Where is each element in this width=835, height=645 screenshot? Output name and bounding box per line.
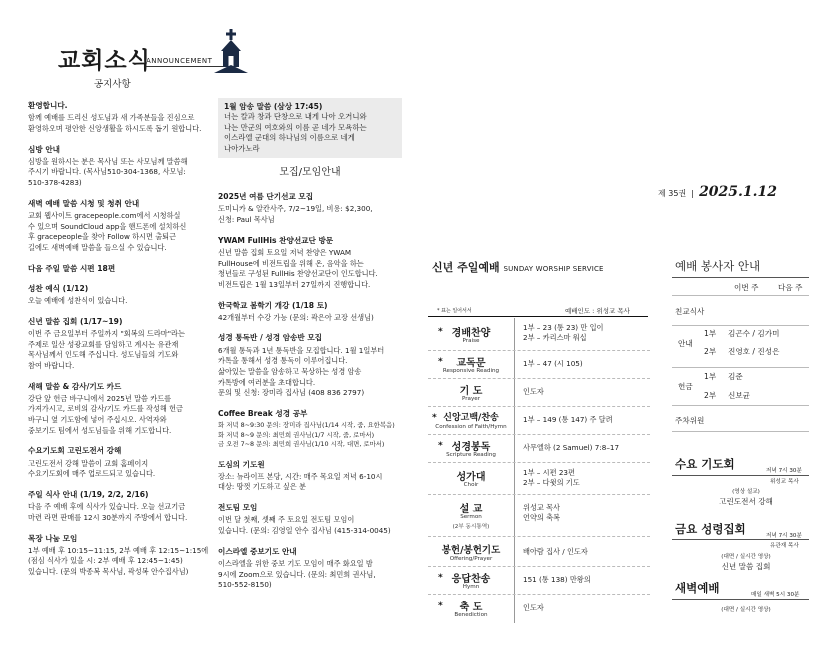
volunteer-sub: 1부 xyxy=(704,372,717,381)
bulletin-date: 2025.1.12 xyxy=(699,184,777,200)
friday-leader: 유관재 목사 xyxy=(770,543,799,549)
recruit-title: 전도팀 모임 xyxy=(218,503,258,513)
worship-item-name: 교독문 xyxy=(456,358,486,369)
announcement-item xyxy=(28,445,214,480)
recruit-body: 42개월부터 수강 가능 (문의: 곽은아 교장 선생님) xyxy=(218,312,374,322)
volume-number: 제 35권 xyxy=(658,189,687,198)
standing-mark: * xyxy=(438,327,443,337)
memory-verse-box xyxy=(218,98,402,158)
volunteer-sub: 1부 xyxy=(704,329,717,338)
announcement-item xyxy=(28,381,214,437)
worship-item-name: 설 교 xyxy=(459,504,483,515)
announcement-item xyxy=(28,489,214,524)
recruit-title: 도심의 기도원 xyxy=(218,459,265,469)
worship-item-value: 1부 – 47 (시 105) xyxy=(523,359,583,368)
announcement-title: 수요기도회 고린도전서 강해 xyxy=(28,446,122,456)
announcement-title: 심방 안내 xyxy=(28,144,60,154)
recruit-item xyxy=(218,235,402,291)
volunteer-role: 친교식사 xyxy=(675,307,705,316)
standing-note: * 표는 일어서서 xyxy=(437,308,472,314)
announcement-body: 강단 앞 헌금 바구니에서 2025년 말씀 카드를 가져가시고, 로비의 감사/기도 카드를 작성해 헌금 바구니 옆 기도함에 넣어 주십시오. 사역자와 중보기도 팀에서 성도님들을 위해 기도합니다. xyxy=(28,393,183,435)
announcement-body: 함께 예배를 드리신 성도님과 새 가족분들을 진심으로 환영하오며 평안한 신앙생활을 하시도록 돕기 원합니다. xyxy=(28,113,202,133)
edition-info xyxy=(658,184,777,200)
volunteer-table xyxy=(672,278,809,432)
recruit-body: 이번 달 첫째, 셋째 주 토요일 전도팀 모임이 있습니다. (문의: 김영일 안수 집사님 (415-314-0045) xyxy=(218,515,391,535)
announcement-title: 새해 말씀 & 감사/기도 카드 xyxy=(28,381,122,391)
announcement-body: 교회 웹사이트 gracepeople.com에서 시청하실 수 있으며 SoundCloud app을 핸드폰에 설치하신 후 gracepeople을 찾아 Follow 하시면 출퇴근 길에도 새벽예배 말씀을 들으실 수 있습니다. xyxy=(28,210,187,252)
volunteer-role: 헌금 xyxy=(678,382,693,391)
announcement-title: 환영합니다. xyxy=(28,101,68,110)
worship-item-english: Responsive Reading xyxy=(442,368,500,374)
col-this-week: 이번 주 xyxy=(734,283,759,292)
page-title-english: ANNOUNCEMENT xyxy=(146,57,213,65)
worship-item-name: 경배찬양 xyxy=(451,328,491,339)
worship-item-english: Praise xyxy=(462,338,480,344)
announcement-item xyxy=(28,198,214,254)
recruit-item xyxy=(218,191,402,226)
announcements-column xyxy=(28,100,214,587)
worship-item-value: 위성교 목사 언약의 축복 xyxy=(523,503,561,523)
volunteer-name: 신보균 xyxy=(728,391,751,400)
recruit-title: Coffee Break 성경 공부 xyxy=(218,408,308,418)
announcement-item xyxy=(28,316,214,372)
worship-order-table xyxy=(428,317,650,623)
friday-program: 신년 말씀 집회 xyxy=(721,562,771,571)
recruit-item xyxy=(218,408,402,450)
worship-item-note: (2부 동시통역) xyxy=(452,524,490,530)
volunteer-name: 진영호 / 진성은 xyxy=(728,347,780,356)
memory-verse-title: 1월 암송 말씀 (삼상 17:45) xyxy=(224,102,323,111)
announcement-item xyxy=(28,283,214,307)
recruit-title: 2025년 여름 단기선교 모집 xyxy=(218,192,314,202)
volunteer-name: 김준 xyxy=(728,372,743,381)
wednesday-title: 수요 기도회 xyxy=(675,457,735,471)
announcement-body: 고린도전서 강해 말씀이 교회 홈페이지 수요기도회에 매주 업로드되고 있습니다. xyxy=(28,458,156,479)
worship-item-english: Hymn xyxy=(462,584,480,590)
worship-item-value: 1부 – 시편 23편 2부 – 다윗의 기도 xyxy=(523,468,580,488)
memory-verse-text: 너는 칼과 창과 단창으로 내게 나아 오거니와 나는 만군의 여호와의 이름 곧 네가 모욕하는 이스라엘 군대의 하나님의 이름으로 네게 나아가노라 xyxy=(224,112,367,153)
worship-item-english: Scripture Reading xyxy=(446,452,496,458)
worship-item-name: 봉헌/봉헌기도 xyxy=(441,545,501,556)
volunteer-role: 주차위원 xyxy=(675,416,705,425)
worship-row xyxy=(428,317,650,351)
announcement-title: 성찬 예식 (1/12) xyxy=(28,283,89,293)
dawn-title: 새벽예배 xyxy=(675,581,720,595)
worship-row xyxy=(428,537,650,567)
announcement-body: 오늘 예배에 성찬식이 있습니다. xyxy=(28,296,128,306)
worship-item-value: 151 (통 138) 만왕의 xyxy=(523,575,591,584)
volunteer-sub: 2부 xyxy=(704,391,717,400)
wednesday-time: 저녁 7시 30분 xyxy=(766,468,802,474)
worship-item-name: 응답찬송 xyxy=(451,574,491,585)
recruit-body: 이스라엘을 위한 중보 기도 모임이 매주 화요일 밤 9시에 Zoom으로 있습니다. (문의: 최민희 권사님, 510-552-8150) xyxy=(218,558,376,590)
recruit-item xyxy=(218,332,402,399)
worship-row xyxy=(428,595,650,623)
worship-item-english: Confession of Faith/Hymn xyxy=(435,424,507,430)
dawn-time: 매일 새벽 5시 30분 xyxy=(751,592,800,598)
volunteer-name: 김곤수 / 김가미 xyxy=(728,329,780,338)
friday-note: (대면 / 실시간 영상) xyxy=(721,554,771,560)
recruit-title: 한국학교 봄학기 개강 (1/18 토) xyxy=(218,300,328,310)
volunteer-row xyxy=(672,296,809,326)
standing-mark: * xyxy=(432,413,437,423)
recruit-body: 화 저녁 8~9:30 문의: 장미라 집사님(1/14 시작, 줌, 요한복음) 화 저녁 8~9 문의: 최민희 권사님(1/7 시작, 줌, 로마서) 금 오전 7~8 문의: 최민희 권사님(1/10 시작, 대면, 로마서) xyxy=(218,421,395,449)
edition-divider: | xyxy=(688,189,697,198)
worship-title xyxy=(432,259,604,275)
recruit-body: 도미니카 & 알칸사주, 7/2~19일, 비용: $2,300, 신청: Paul 목사님 xyxy=(218,204,373,224)
announcement-body: 다음 주 예배 후에 식사가 있습니다. 오늘 선교기금 마련 라면 판매를 12시 30분까지 주방에서 합니다. xyxy=(28,502,188,522)
recruit-item xyxy=(218,459,402,494)
worship-item-name: 기 도 xyxy=(459,386,483,397)
wednesday-sermon: 고린도전서 강해 xyxy=(719,497,773,506)
page-title: 교회소식 xyxy=(58,48,151,74)
worship-row xyxy=(428,463,650,495)
col-next-week: 다음 주 xyxy=(778,283,803,292)
announcement-title: 새벽 예배 말씀 시청 및 청취 안내 xyxy=(28,198,140,208)
friday-rule xyxy=(672,539,809,540)
volunteer-sub: 2부 xyxy=(704,347,717,356)
recruit-item xyxy=(218,502,402,537)
announcement-title: 신년 말씀 집회 (1/17~19) xyxy=(28,316,123,326)
volunteer-group-usher xyxy=(672,326,809,362)
worship-item-english: Sermon xyxy=(460,514,482,520)
worship-item-english: Offering/Prayer xyxy=(449,556,493,562)
volunteer-row xyxy=(672,406,809,432)
worship-item-name: 축 도 xyxy=(459,602,483,613)
page-subtitle: 공지사항 xyxy=(94,79,131,90)
worship-row xyxy=(428,567,650,595)
worship-item-value: 1부 – 23 (통 23) 만 입이 2부 – 카리스마 워십 xyxy=(523,323,604,343)
recruit-body: 신년 말씀 집회 토요일 저녁 찬양은 YWAM FullHouse에 비전트립을 위해 온, 음악을 하는 청년들로 구성된 FullHis 찬양선교단이 인도합니다. 비전트립은 1월 13일부터 27일까지 진행합니다. xyxy=(218,247,378,289)
announcement-body: 이번 주 금요일부터 주일까지 "회복의 드라마"라는 주제로 일산 성광교회를 담임하고 계시는 유관재 목사님께서 인도해 주십니다. 성도님들의 기도와 참여 바랍니다. xyxy=(28,328,185,370)
dawn-rule xyxy=(672,599,809,600)
announcement-item xyxy=(28,100,214,135)
recruit-column xyxy=(218,98,402,600)
worship-item-value: 배아람 집사 / 인도자 xyxy=(523,547,588,556)
volunteer-role: 안내 xyxy=(678,339,693,348)
worship-item-value: 인도자 xyxy=(523,387,544,396)
announcement-item xyxy=(28,533,214,578)
recruit-title: 성경 통독반 / 성경 암송반 모집 xyxy=(218,333,323,343)
worship-row xyxy=(428,435,650,463)
worship-item-name: 성경봉독 xyxy=(451,442,491,453)
worship-row xyxy=(428,379,650,407)
recruit-heading: 모집/모임안내 xyxy=(279,167,341,179)
volunteer-title: 예배 봉사자 안내 xyxy=(675,259,761,273)
worship-leader-note: 예배인도 : 위성교 목사 xyxy=(565,307,630,315)
volunteer-group-offering xyxy=(672,368,809,406)
announcement-item xyxy=(28,144,214,189)
worship-title-korean: 신년 주일예배 xyxy=(432,261,500,274)
friday-title: 금요 성령집회 xyxy=(675,522,746,536)
worship-row xyxy=(428,495,650,537)
recruit-item xyxy=(218,300,402,324)
standing-mark: * xyxy=(438,357,443,367)
standing-mark: * xyxy=(438,601,443,611)
dawn-note: (대면 / 실시간 영상) xyxy=(721,607,771,613)
worship-item-value: 1부 – 149 (통 147) 주 달려 xyxy=(523,415,613,424)
recruit-item xyxy=(218,546,402,591)
church-icon xyxy=(214,29,248,73)
announcement-item xyxy=(28,263,214,274)
worship-row xyxy=(428,351,650,379)
friday-time: 저녁 7시 30분 xyxy=(766,533,802,539)
announcement-body: 심방을 원하시는 분은 목사님 또는 사모님께 말씀해 주시기 바랍니다. (목사님510-304-1368, 사모님: 510-378-4283) xyxy=(28,156,188,188)
announcement-body: 1부 예배 후 10:15~11:15, 2부 예배 후 12:15~1:15에 (점심 식사가 있을 시: 2부 예배 후 12:45~1:45) 있습니다. (문의 박종복 목사님, 곽성복 안수집사님) xyxy=(28,545,209,577)
standing-mark: * xyxy=(438,441,443,451)
announcement-title: 목장 나눔 모임 xyxy=(28,533,78,543)
worship-item-english: Benediction xyxy=(454,612,488,618)
recruit-body: 장소: 뉴라이프 본당, 시간: 매주 목요일 저녁 6-10시 대상: 땅껏 기도하고 싶은 분 xyxy=(218,471,383,492)
worship-item-english: Prayer xyxy=(461,396,481,402)
wednesday-leader: 위성교 목사 xyxy=(770,479,799,485)
wednesday-rule xyxy=(672,475,809,476)
recruit-body: 6개월 통독과 1년 통독반을 모집합니다. 1월 1일부터 카톡을 통해서 성경 통독이 이루어집니다. 삶아있는 말씀을 암송하고 묵상하는 성경 암송 카톡방에 여러분을 초대합니다. 문의 및 신청: 장미라 집사님 (408 836 2797) xyxy=(218,345,385,398)
volunteer-header-row xyxy=(672,278,809,296)
standing-mark: * xyxy=(438,573,443,583)
worship-item-name: 신앙고백/찬송 xyxy=(443,413,499,423)
worship-item-value: 인도자 xyxy=(523,603,544,612)
announcement-title: 주일 식사 안내 (1/19, 2/2, 2/16) xyxy=(28,490,149,499)
wednesday-note: (영상 설교) xyxy=(732,489,760,495)
recruit-title: 이스라엘 중보기도 안내 xyxy=(218,546,297,556)
worship-item-name: 성가대 xyxy=(456,472,486,483)
recruit-title: YWAM FullHis 찬양선교단 방문 xyxy=(218,235,334,245)
announcement-title: 다음 주일 말씀 시편 18편 xyxy=(28,263,116,273)
worship-item-value: 사무엘하 (2 Samuel) 7:8–17 xyxy=(523,443,620,452)
worship-item-english: Choir xyxy=(463,482,479,488)
worship-row xyxy=(428,407,650,435)
worship-title-english: SUNDAY WORSHIP SERVICE xyxy=(503,265,604,273)
